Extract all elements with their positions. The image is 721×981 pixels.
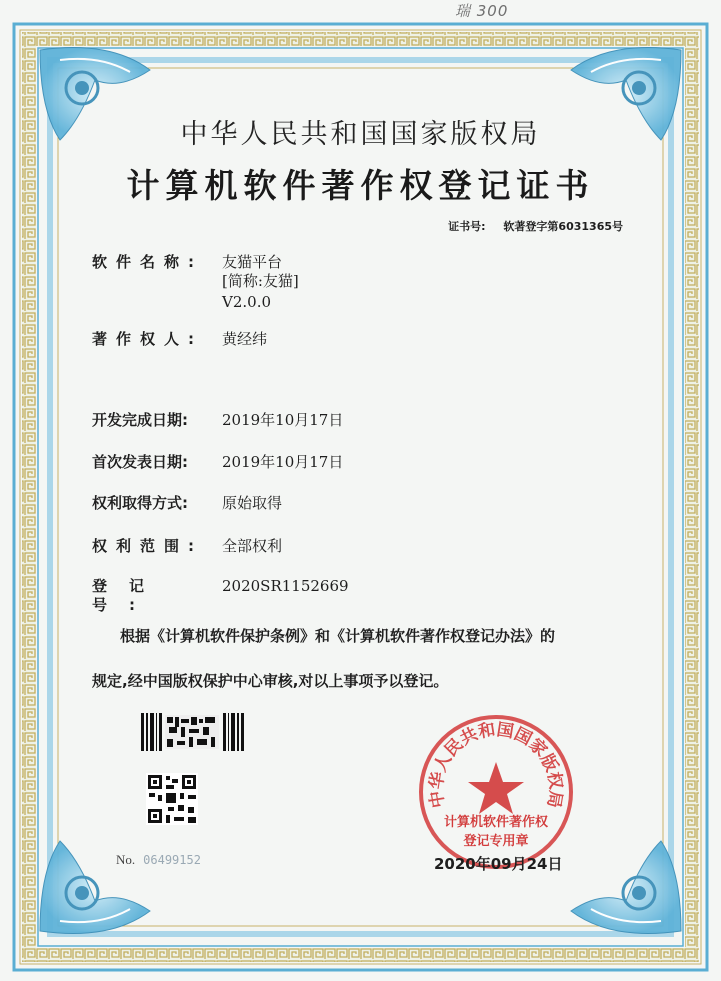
seal-star-icon xyxy=(468,762,524,814)
field-label: 著作权人: xyxy=(92,330,203,348)
field-label: 首次发表日期: xyxy=(92,453,188,471)
field-label: 软件名称: xyxy=(92,253,203,271)
field-label: 登记号: xyxy=(92,577,167,614)
statement-line-2: 规定,经中国版权保护中心审核,对以上事项予以登记。 xyxy=(92,672,449,690)
field-value: 友猫平台 xyxy=(222,253,283,271)
field-label: 开发完成日期: xyxy=(92,411,188,429)
field-value: 2020SR1152669 xyxy=(222,577,349,595)
field-value: 2019年10月17日 xyxy=(222,453,344,471)
serial-number-label: No. xyxy=(116,852,136,867)
certificate-number-label: 证书号: xyxy=(448,220,486,233)
seal-text-line-1: 计算机软件著作权 xyxy=(443,815,548,830)
field-value: [简称:友猫] xyxy=(222,272,299,290)
handwritten-note: 瑞 300 xyxy=(455,2,509,20)
field-label: 权利取得方式: xyxy=(92,494,188,512)
issue-date: 2020年09月24日 xyxy=(434,855,563,873)
field-value: 全部权利 xyxy=(222,537,283,555)
barcode xyxy=(141,713,245,751)
certificate-number xyxy=(448,218,623,234)
field-value: V2.0.0 xyxy=(222,293,271,311)
serial-number-value: 06499152 xyxy=(143,853,201,867)
field-value: 2019年10月17日 xyxy=(222,411,344,429)
field-value: 原始取得 xyxy=(222,494,283,512)
seal-ring-text: 中华人民共和国国家版权局 xyxy=(426,719,566,810)
corner-ornament-bottom-right xyxy=(571,841,681,934)
field-label: 权利范围: xyxy=(92,537,203,555)
seal-text-line-2: 登记专用章 xyxy=(463,834,529,849)
certificate-number-value: 软著登字第6031365号 xyxy=(503,220,623,233)
qr-code xyxy=(146,773,198,825)
statement-paragraph xyxy=(92,614,652,704)
serial-number xyxy=(116,852,201,868)
statement-line-1: 根据《计算机软件保护条例》和《计算机软件著作权登记办法》的 xyxy=(120,627,556,645)
certificate-title: 计算机软件著作权登记证书 xyxy=(126,166,595,205)
field-value: 黄经纬 xyxy=(222,330,268,348)
issuing-authority: 中华人民共和国国家版权局 xyxy=(180,119,541,150)
